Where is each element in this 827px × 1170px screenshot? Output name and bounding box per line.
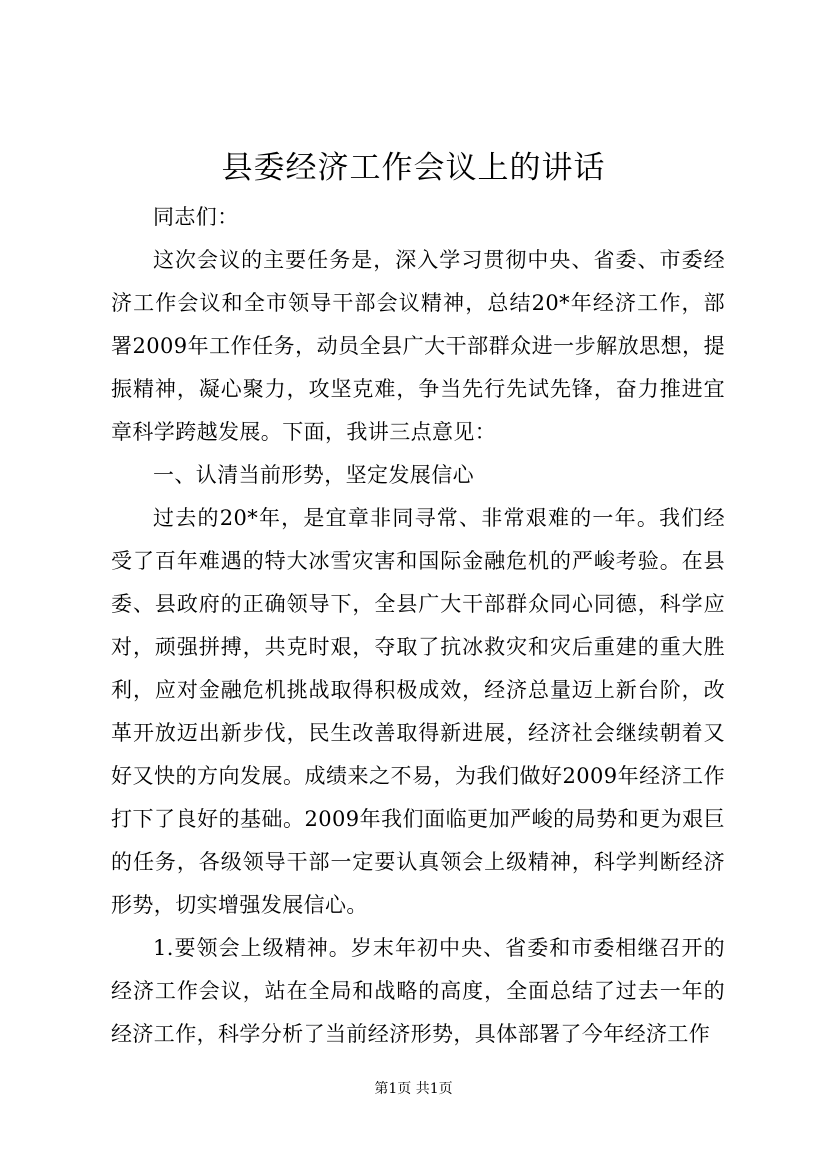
salutation: 同志们： xyxy=(153,205,239,229)
section-heading: 一、认清当前形势，坚定发展信心 xyxy=(153,463,474,487)
paragraph: 这次会议的主要任务是，深入学习贯彻中央、省委、市委经济工作会议和全市领导干部会议精神，总结20*年经济工作，部署2009年工作任务，动员全县广大干部群众进一步解放思想，提振精神，凝心聚力，攻坚克难，争当先行先试先锋，奋力推进宜章科学跨越发展。下面，我讲三点意见： xyxy=(111,248,725,444)
document-body xyxy=(111,196,725,1056)
paragraph: 1.要领会上级精神。岁末年初中央、省委和市委相继召开的经济工作会议，站在全局和战略的高度，全面总结了过去一年的经济工作，科学分析了当前经济形势，具体部署了今年经济工作 xyxy=(111,936,725,1046)
document-title: 县委经济工作会议上的讲话 xyxy=(221,150,606,186)
paragraph: 过去的20*年，是宜章非同寻常、非常艰难的一年。我们经受了百年难遇的特大冰雪灾害和国际金融危机的严峻考验。在县委、县政府的正确领导下，全县广大干部群众同心同德，科学应对，顽强拼搏，共克时艰，夺取了抗冰救灾和灾后重建的重大胜利，应对金融危机挑战取得积极成效，经济总量迈上新台阶，改革开放迈出新步伐，民生改善取得新进展，经济社会继续朝着又好又快的方向发展。成绩来之不易，为我们做好2009年经济工作打下了良好的基础。2009年我们面临更加严峻的局势和更为艰巨的任务，各级领导干部一定要认真领会上级精神，科学判断经济形势，切实增强发展信心。 xyxy=(111,506,725,917)
page-footer: 第1页 共1页 xyxy=(374,1081,453,1097)
